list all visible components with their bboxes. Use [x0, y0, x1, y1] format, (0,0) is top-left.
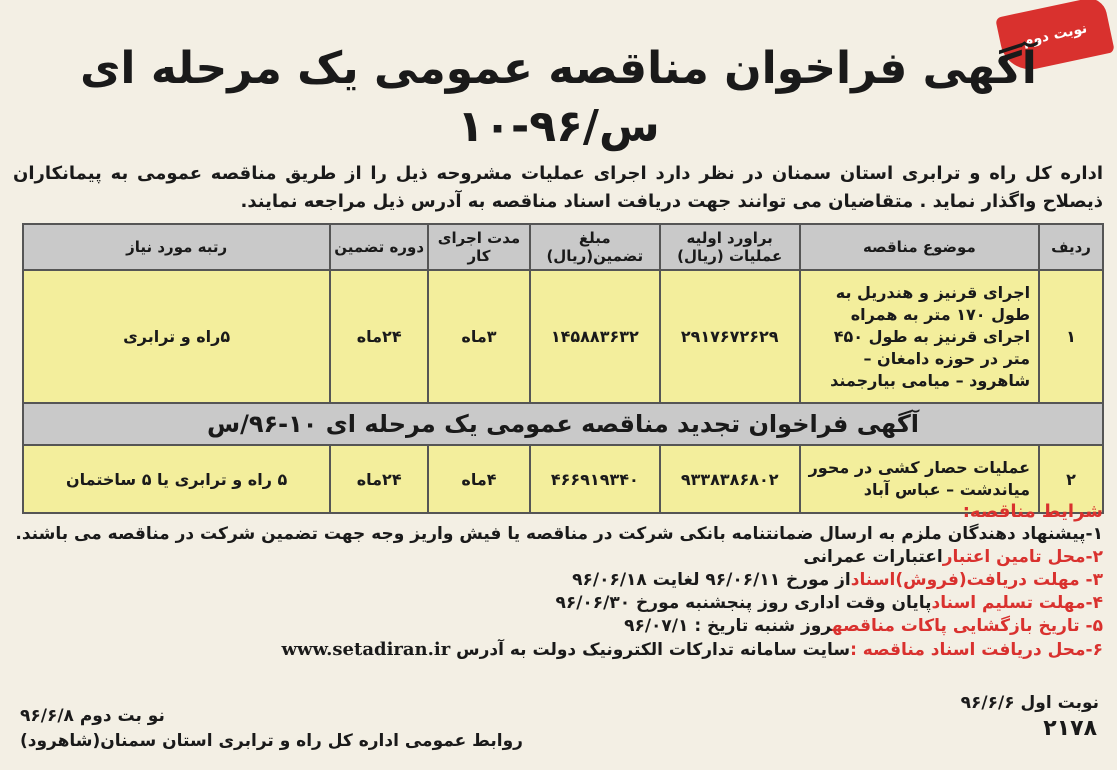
- tender-subject: اجرای قرنیز و هندریل به طول ۱۷۰ متر به همراه اجرای قرنیز به طول ۴۵۰ متر در حوزه دامغان – شاهرود – میامی بیارجمند: [800, 270, 1039, 403]
- renewal-title-row: [23, 403, 1103, 445]
- row-number: ۱: [1039, 270, 1103, 403]
- col-header: ردیف: [1039, 224, 1103, 270]
- second-issue-date: نو بت دوم ۹۶/۶/۸: [20, 706, 165, 726]
- row-number: ۲: [1039, 445, 1103, 513]
- condition-label: ۲-محل تامین اعتبار: [942, 547, 1103, 567]
- condition-1: ۱-پیشنهاد دهندگان ملزم به ارسال ضمانتنامه بانکی شرکت در مناقصه یا فیش واریز وجه جهت تضمین شرکت در مناقصه می باشند.: [15, 524, 1103, 544]
- estimate-value: ۹۳۳۸۳۸۶۸۰۲: [660, 445, 800, 513]
- renewal-title: آگهی فراخوان تجدید مناقصه عمومی یک مرحله ای ۱۰-۹۶/س: [23, 403, 1103, 445]
- guarantee-amount: ۱۴۵۸۸۳۶۳۲: [530, 270, 660, 403]
- condition-label: ۵- تاریخ بازگشایی پاکات مناقصه: [831, 616, 1103, 636]
- col-header: موضوع مناقصه: [800, 224, 1039, 270]
- ad-code: ۲۱۷۸: [1043, 716, 1097, 741]
- guarantee-amount: ۴۶۶۹۱۹۳۴۰: [530, 445, 660, 513]
- condition-3: [13, 569, 1103, 592]
- first-issue-date: نوبت اول ۹۶/۶/۶: [960, 693, 1099, 713]
- issue-badge: نوبت دوم: [995, 0, 1115, 75]
- condition-value: سایت سامانه تدارکات الکترونیک دولت به آدرس: [456, 640, 851, 660]
- warranty-period: ۲۴ماه: [330, 445, 428, 513]
- tender-subject: عملیات حصار کشی در محور میاندشت – عباس آباد: [800, 445, 1039, 513]
- required-grade: ۵راه و ترابری: [23, 270, 330, 403]
- condition-value: پایان وقت اداری روز پنجشنبه مورخ ۹۶/۰۶/۳۰: [555, 593, 932, 613]
- col-header: رتبه مورد نیاز: [23, 224, 330, 270]
- condition-value: از مورخ ۹۶/۰۶/۱۱ لغایت ۹۶/۰۶/۱۸: [572, 570, 851, 590]
- condition-label: ۴-مهلت تسلیم اسناد: [931, 593, 1103, 613]
- condition-value: روز شنبه تاریخ : ۹۶/۰۷/۱: [624, 616, 832, 636]
- condition-label: ۶-محل دریافت اسناد مناقصه :: [850, 640, 1103, 660]
- table-header-row: [23, 224, 1103, 270]
- col-header: دوره تضمین: [330, 224, 428, 270]
- setadiran-link[interactable]: www.setadiran.ir: [281, 639, 451, 660]
- condition-label: ۳- مهلت دریافت(فروش)اسناد: [850, 570, 1103, 590]
- estimate-value: ۲۹۱۷۶۷۲۶۲۹: [660, 270, 800, 403]
- tender-table: [22, 223, 1104, 514]
- public-relations-signature: روابط عمومی اداره کل راه و ترابری استان سمنان(شاهرود): [20, 731, 523, 751]
- condition-value: اعتبارات عمرانی: [803, 547, 943, 567]
- conditions-heading: شرایط مناقصه:: [962, 501, 1103, 522]
- tender-conditions: [13, 500, 1103, 662]
- col-header: براورد اولیه عملیات (ریال): [660, 224, 800, 270]
- intro-paragraph: اداره کل راه و ترابری استان سمنان در نظر دارد اجرای عملیات مشروحه ذیل را از طریق مناقصه عمومی به پیمانکاران ذیصلاح واگذار نماید . متقاضیان می توانند جهت دریافت اسناد مناقصه به آدرس ذیل مراجعه نمایند.: [13, 163, 1103, 212]
- col-header: مدت اجرای کار: [428, 224, 530, 270]
- tender-number: ۱۰-۹۶/س: [457, 101, 660, 152]
- condition-5: [13, 615, 1103, 638]
- condition-2: [13, 546, 1103, 569]
- ad-title: آگهی فراخوان مناقصه عمومی یک مرحله ای: [80, 43, 1037, 94]
- execution-period: ۴ماه: [428, 445, 530, 513]
- condition-4: [13, 592, 1103, 615]
- table-row: [23, 270, 1103, 403]
- warranty-period: ۲۴ماه: [330, 270, 428, 403]
- required-grade: ۵ راه و ترابری یا ۵ ساختمان: [23, 445, 330, 513]
- col-header: مبلغ تضمین(ریال): [530, 224, 660, 270]
- execution-period: ۳ماه: [428, 270, 530, 403]
- condition-6: [13, 638, 1103, 662]
